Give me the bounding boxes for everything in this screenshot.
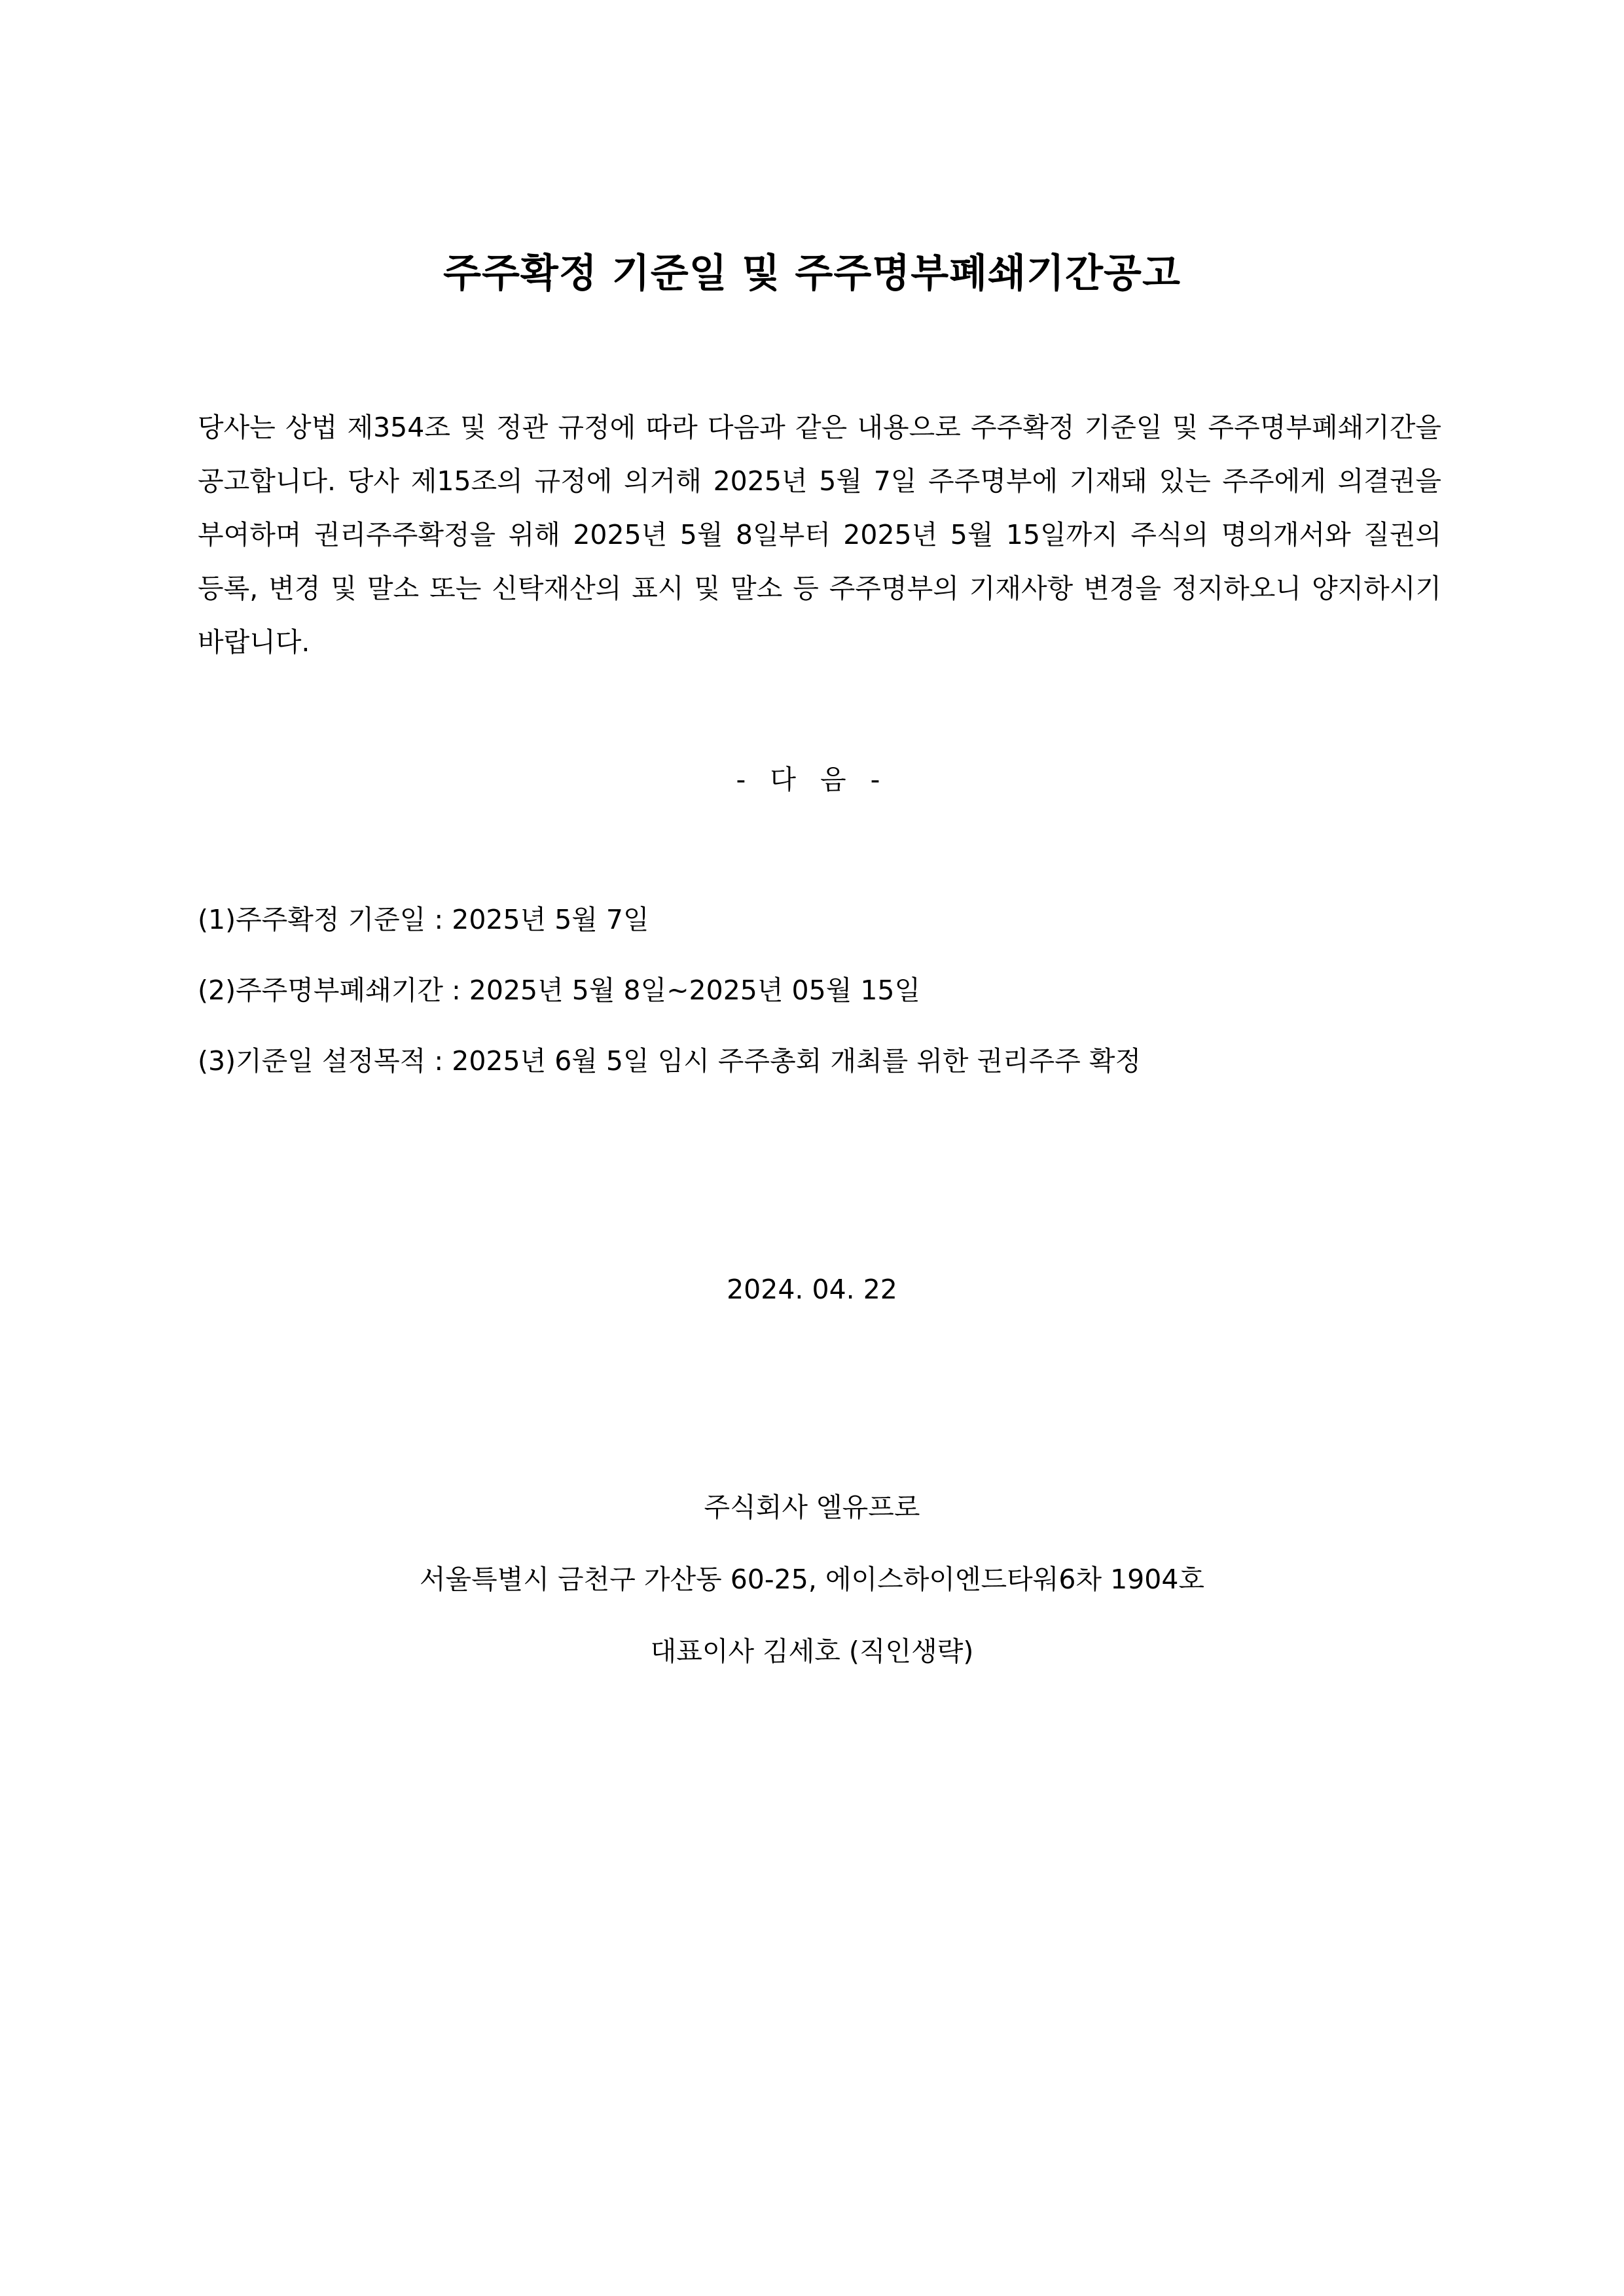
page-title: 주주확정 기준일 및 주주명부폐쇄기간공고	[443, 251, 1181, 296]
notice-item-purpose: (3)기준일 설정목적 : 2025년 6월 5일 임시 주주총회 개최를 위한 권리주주 확정	[198, 1045, 1142, 1077]
company-representative: 대표이사 김세호 (직인생략)	[650, 1636, 974, 1667]
notice-item-closure-period: (2)주주명부폐쇄기간 : 2025년 5월 8일~2025년 05월 15일	[198, 975, 921, 1006]
notice-date: 2024. 04. 22	[727, 1274, 897, 1305]
company-address: 서울특별시 금천구 가산동 60-25, 에이스하이엔드타워6차 1904호	[419, 1564, 1205, 1595]
section-separator: - 다 음 -	[736, 764, 888, 795]
issuer-block	[0, 1490, 1624, 1706]
notice-item-record-date: (1)주주확정 기준일 : 2025년 5월 7일	[198, 904, 649, 935]
notice-items-list	[198, 902, 1441, 1114]
company-name: 주식회사 엘유프로	[704, 1492, 920, 1523]
notice-body-paragraph: 당사는 상법 제354조 및 정관 규정에 따라 다음과 같은 내용으로 주주확정 기준일 및 주주명부폐쇄기간을 공고합니다. 당사 제15조의 규정에 의거해 2025년 5월 7일 주주명부에 기재돼 있는 주주에게 의결권을 부여하며 권리주주확정을 위해 2025년 5월 8일부터 2025년 5월 15일까지 주식의 명의개서와 질권의 등록, 변경 및 말소 또는 신탁재산의 표시 및 말소 등 주주명부의 기재사항 변경을 정지하오니 양지하시기 바랍니다.	[198, 412, 1441, 658]
